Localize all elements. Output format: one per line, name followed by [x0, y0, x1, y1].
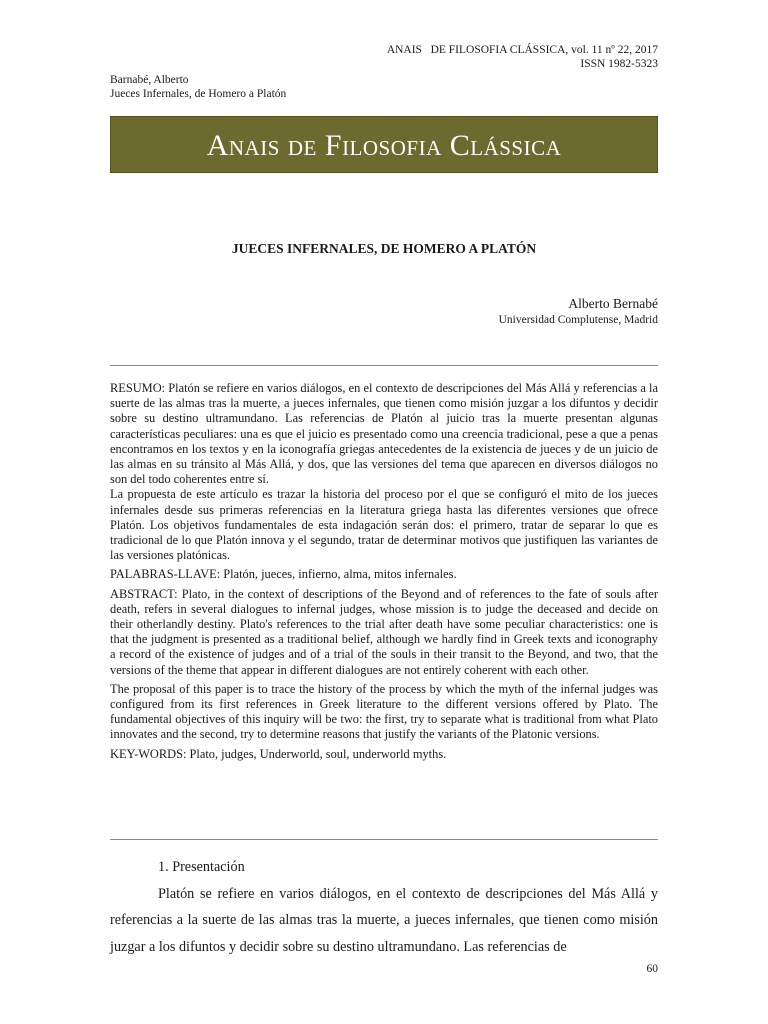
journal-banner-title: Anais de Filosofia Clássica: [206, 128, 562, 162]
author-name: Alberto Bernabé: [568, 296, 658, 311]
top-divider: [110, 365, 658, 366]
resumo-paragraph-1: RESUMO: Platón se refiere en varios diálogos, en el contexto de descripciones del Más Allá y referencias a la suerte de las almas tras la muerte, a jueces infernales, que tienen como misión juzgar a los difuntos y decidir sobre su destino ultramundano. Las referencias de Platón al juicio tras la muerte presentan algunas características peculiares: una es que el juicio es presentado como una creencia tradicional, pese a que a penas encontramos en los textos y en la iconografía griegas antecedentes de la existencia de jueces y de un juicio de las almas en su tránsito al Más Allá, y dos, que las versiones del tema que aparecen en diversos diálogos no son del todo coherentes entre sí.: [110, 381, 658, 487]
running-head: [110, 73, 286, 101]
body-paragraph: Platón se refiere en varios diálogos, en el contexto de descripciones del Más Allá y referencias a la suerte de las almas tras la muerte, a jueces infernales, que tienen como misión juzgar a los difuntos y decidir sobre su destino ultramundano. Las referencias de: [110, 885, 658, 955]
issn: ISSN 1982-5323: [580, 57, 658, 70]
running-head-author: Barnabé, Alberto: [110, 74, 189, 86]
abstract-block: [110, 381, 658, 762]
key-words: KEY-WORDS: Plato, judges, Underworld, soul, underworld myths.: [110, 746, 447, 761]
section-heading: 1. Presentación: [158, 859, 245, 875]
palabras-llave: PALABRAS-LLAVE: Platón, jueces, infierno, alma, mitos infernales.: [110, 567, 457, 582]
journal-reference: [387, 44, 658, 71]
running-head-title: Jueces Infernales, de Homero a Platón: [110, 88, 287, 100]
abstract-paragraph-1: ABSTRACT: Plato, in the context of descriptions of the Beyond and of references to the fate of souls after death, refers in several dialogues to infernal judges, whose mission is to judge the deceased and decide on their otherlandly destiny. Plato's references to the trial after death have some peculiar characteristics: one is that the judgment is presented as a traditional belief, although we hardly find in Greek texts and iconography a record of the existence of judges and of a trial of the souls in their transit to the Beyond, and two, that the versions of the theme that appear in different dialogues are not entirely coherent with each other.: [110, 586, 658, 677]
bottom-divider: [110, 839, 658, 840]
journal-banner: [110, 116, 658, 173]
abstract-paragraph-2: The proposal of this paper is to trace the history of the process by which the myth of the infernal judges was configured from its first references in Greek literature to the different versions offered by Plato. The fundamental objectives of this inquiry will be two: the first, try to separate what is traditional from what Plato innovates and the second, try to determine reasons that justify the variants of the Platonic versions.: [110, 681, 658, 742]
page-number: 60: [646, 963, 658, 975]
body-text: [110, 854, 658, 960]
article-title: JUECES INFERNALES, DE HOMERO A PLATÓN: [231, 241, 537, 256]
author-affiliation: Universidad Complutense, Madrid: [498, 314, 658, 326]
resumo-paragraph-2: La propuesta de este artículo es trazar la historia del proceso por el que se configuró el mito de los jueces infernales desde sus primeras referencias en la literatura griega hasta las diferentes versiones que ofrece Platón. Los objetivos fundamentales de esta indagación serán dos: el primero, tratar de separar lo que es tradicional de lo que Platón innova y el segundo, tratar de determinar motivos que justifiquen las variantes de las versiones platónicas.: [110, 487, 658, 563]
journal-line: ANAIS DE FILOSOFIA CLÁSSICA, vol. 11 nº 22, 2017: [386, 44, 658, 56]
